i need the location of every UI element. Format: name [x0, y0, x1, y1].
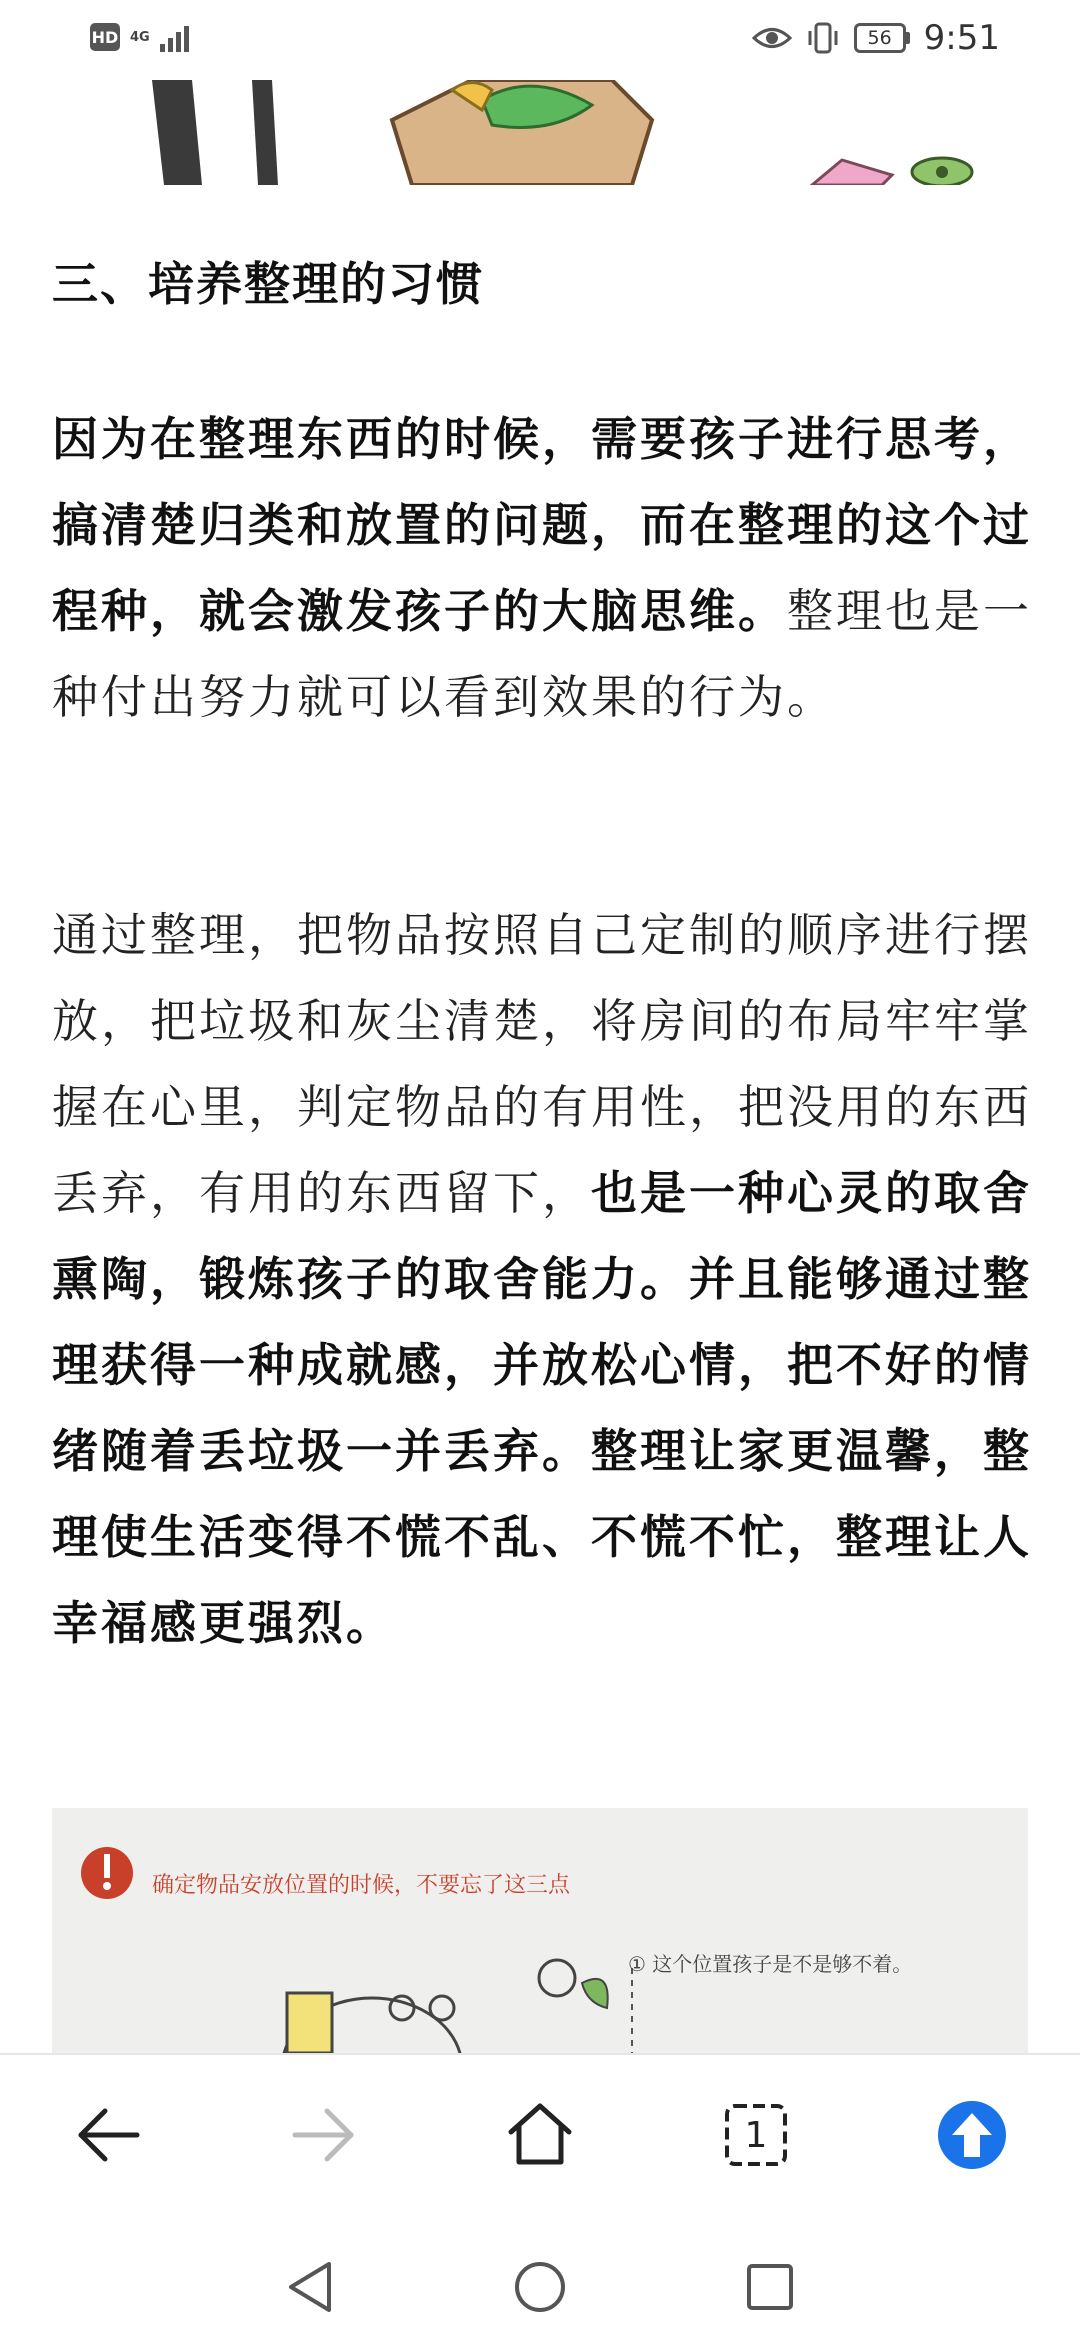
tab-count: 1 [744, 2114, 768, 2156]
system-back-button[interactable] [275, 2252, 345, 2322]
back-button[interactable] [58, 2085, 158, 2185]
system-recents-button[interactable] [735, 2252, 805, 2322]
paragraph-1-normal: 整理也是一种付出努力就可以看到效果的行为。 [52, 584, 1032, 724]
tabs-button[interactable] [706, 2085, 806, 2185]
back-arrow-icon [73, 2105, 143, 2165]
system-home-icon [513, 2260, 567, 2314]
scroll-top-button[interactable] [922, 2085, 1022, 2185]
image-point-text: ① 这个位置孩子是不是够不着。 [628, 1952, 913, 1976]
paragraph-2-bold: 也是一种心灵的取舍熏陶，锻炼孩子的取舍能力。并且能够通过整理获得一种成就感，并放松心情，把不好的情绪随着丢垃圾一并丢弃。整理让家更温馨，整理使生活变得不慌不乱、不慌不忙，整理让人幸福感更强烈。 [52, 1166, 1032, 1650]
browser-toolbar [0, 2053, 1080, 2230]
signal-icon [160, 22, 189, 52]
vibrate-icon [806, 21, 840, 55]
forward-arrow-icon [289, 2105, 359, 2165]
clock: 9:51 [923, 18, 1000, 58]
article-image-bottom [52, 1808, 1028, 2053]
scroll-top-icon [936, 2099, 1008, 2171]
article-image-top [52, 80, 1028, 185]
image-tip-text: 确定物品安放位置的时候，不要忘了这三点 [152, 1873, 571, 1898]
home-icon [505, 2100, 575, 2170]
paragraph-2-normal: 通过整理，把物品按照自己定制的顺序进行摆放，把垃圾和灰尘清楚，将房间的布局牢牢掌握在心里，判定物品的有用性，把没用的东西丢弃，有用的东西留下， [52, 908, 1032, 1220]
system-recents-icon [745, 2262, 795, 2312]
hd-icon: HD [90, 23, 120, 51]
battery-level: 56 [867, 27, 892, 49]
status-right-group [752, 18, 1000, 58]
paragraph-1 [52, 396, 1032, 740]
network-type-label: 4G [130, 29, 150, 45]
battery-icon [854, 23, 910, 53]
home-button[interactable] [490, 2085, 590, 2185]
eye-icon [752, 25, 792, 51]
paragraph-1-bold: 因为在整理东西的时候，需要孩子进行思考，搞清楚归类和放置的问题，而在整理的这个过程种，就会激发孩子的大脑思维。 [52, 412, 1032, 638]
status-left-group [90, 22, 189, 52]
system-back-icon [285, 2260, 335, 2314]
system-home-button[interactable] [505, 2252, 575, 2322]
system-nav-bar [0, 2228, 1080, 2340]
forward-button[interactable] [274, 2085, 374, 2185]
status-bar [0, 0, 1080, 80]
paragraph-2 [52, 892, 1032, 1666]
section-heading: 三、培养整理的习惯 [52, 257, 484, 311]
